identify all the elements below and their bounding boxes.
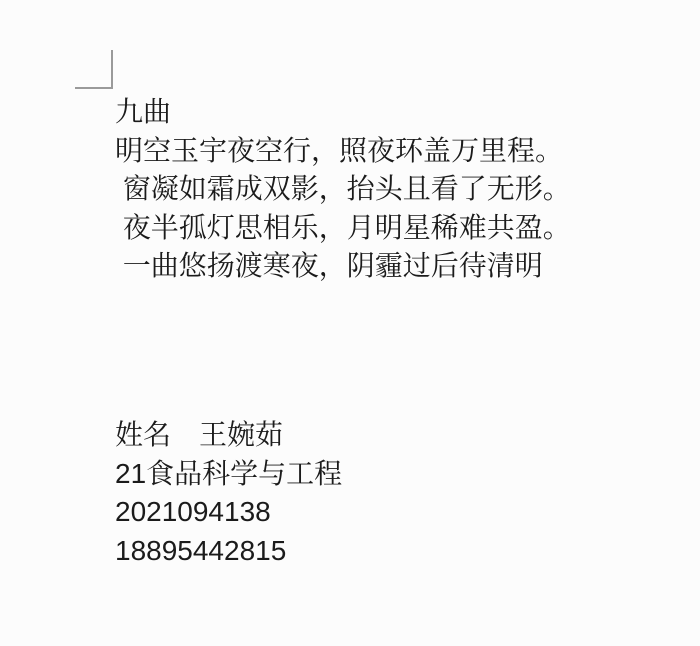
name-value: 王婉茹 <box>199 419 284 450</box>
major-line: 21食品科学与工程 <box>115 457 343 489</box>
poem-block <box>115 93 571 286</box>
poem-line: 明空玉宇夜空行，照夜环盖万里程。 <box>115 134 564 166</box>
poem-line: 窗凝如霜成双影，抬头且看了无形。 <box>115 173 571 204</box>
poem-line: 夜半孤灯思相乐，月明星稀难共盈。 <box>115 211 571 243</box>
student-id: 2021094138 <box>115 496 271 527</box>
phone-number: 18895442815 <box>115 534 287 566</box>
poem-title: 九曲 <box>115 96 172 127</box>
page-margin-corner-mark <box>75 50 113 89</box>
poem-line: 一曲悠扬渡寒夜，阴霾过后待清明 <box>115 250 543 281</box>
name-row <box>115 416 342 455</box>
name-label: 姓名 <box>115 419 172 450</box>
signature-block <box>115 416 342 570</box>
